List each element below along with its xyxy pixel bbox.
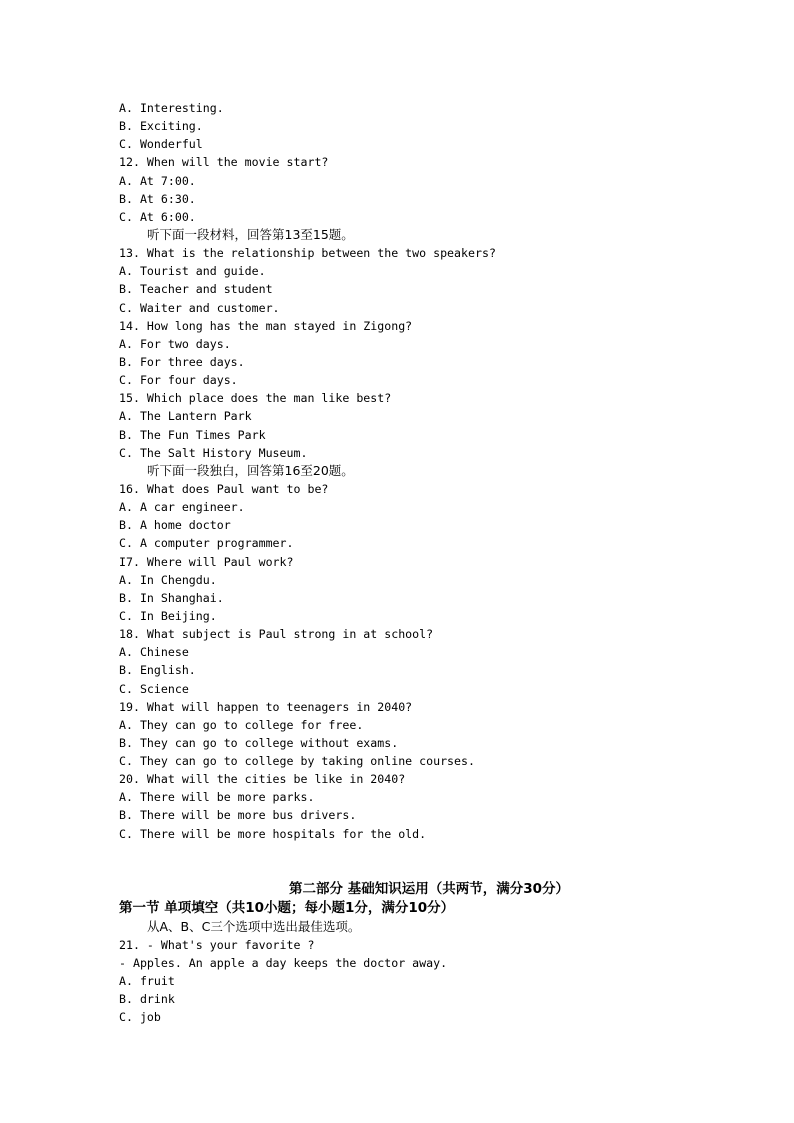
option-line: B. At 6:30. xyxy=(119,191,196,206)
option-line: A. For two days. xyxy=(119,336,231,351)
option-line: C. job xyxy=(119,1010,161,1025)
instruction-13-15: 听下面一段材料，回答第13至15题。 xyxy=(147,226,354,242)
option-line: A. Chinese xyxy=(119,645,189,660)
option-line: C. There will be more hospitals for the old. xyxy=(119,826,427,841)
option-line: A. At 7:00. xyxy=(119,173,196,188)
question-15: 15. Which place does the man like best? xyxy=(119,391,392,406)
option-line: A. A car engineer. xyxy=(119,500,245,515)
option-line: A. fruit xyxy=(119,974,175,989)
question-18: 18. What subject is Paul strong in at school? xyxy=(119,627,434,642)
instruction-abc: 从A、B、C三个选项中选出最佳选项。 xyxy=(147,918,361,934)
option-line: C. They can go to college by taking online courses. xyxy=(119,754,475,769)
option-line: B. A home doctor xyxy=(119,518,231,533)
question-12: 12. When will the movie start? xyxy=(119,155,329,170)
option-line: B. The Fun Times Park xyxy=(119,427,266,442)
answer-line: - Apples. An apple a day keeps the doctor away. xyxy=(119,956,448,971)
question-19: 19. What will happen to teenagers in 2040? xyxy=(119,699,413,714)
option-line: A. In Chengdu. xyxy=(119,572,217,587)
part-two-title: 第二部分 基础知识运用（共两节，满分30分） xyxy=(289,880,569,897)
option-line: B. In Shanghai. xyxy=(119,590,224,605)
option-line: C. In Beijing. xyxy=(119,608,217,623)
question-20: 20. What will the cities be like in 2040? xyxy=(119,772,406,787)
option-line: C. Wonderful xyxy=(119,137,203,152)
option-line: C. The Salt History Museum. xyxy=(119,445,308,460)
question-16: 16. What does Paul want to be? xyxy=(119,481,329,496)
option-line: B. drink xyxy=(119,992,175,1007)
question-13: 13. What is the relationship between the two speakers? xyxy=(119,246,496,261)
option-line: B. English. xyxy=(119,663,196,678)
option-line: C. Waiter and customer. xyxy=(119,300,280,315)
section-gap xyxy=(119,843,739,879)
section-one-title: 第一节 单项填空（共10小题；每小题1分，满分10分） xyxy=(119,899,455,916)
option-line: A. Tourist and guide. xyxy=(119,264,266,279)
option-line: B. They can go to college without exams. xyxy=(119,735,399,750)
question-21: 21. - What's your favorite ? xyxy=(119,937,315,952)
question-14: 14. How long has the man stayed in Zigong? xyxy=(119,318,413,333)
option-line: A. There will be more parks. xyxy=(119,790,315,805)
option-line: C. For four days. xyxy=(119,373,238,388)
option-line: A. The Lantern Park xyxy=(119,409,252,424)
option-line: A. Interesting. xyxy=(119,101,224,115)
instruction-16-20: 听下面一段独白，回答第16至20题。 xyxy=(147,462,354,478)
exam-content xyxy=(119,99,739,1027)
option-line: B. Teacher and student xyxy=(119,282,273,297)
option-line: B. For three days. xyxy=(119,354,245,369)
option-line: C. At 6:00. xyxy=(119,209,196,224)
option-line: C. A computer programmer. xyxy=(119,536,294,551)
option-line: A. They can go to college for free. xyxy=(119,717,364,732)
question-17: I7. Where will Paul work? xyxy=(119,554,294,569)
option-line: B. There will be more bus drivers. xyxy=(119,808,357,823)
option-line: C. Science xyxy=(119,681,189,696)
option-line: B. Exciting. xyxy=(119,119,203,134)
